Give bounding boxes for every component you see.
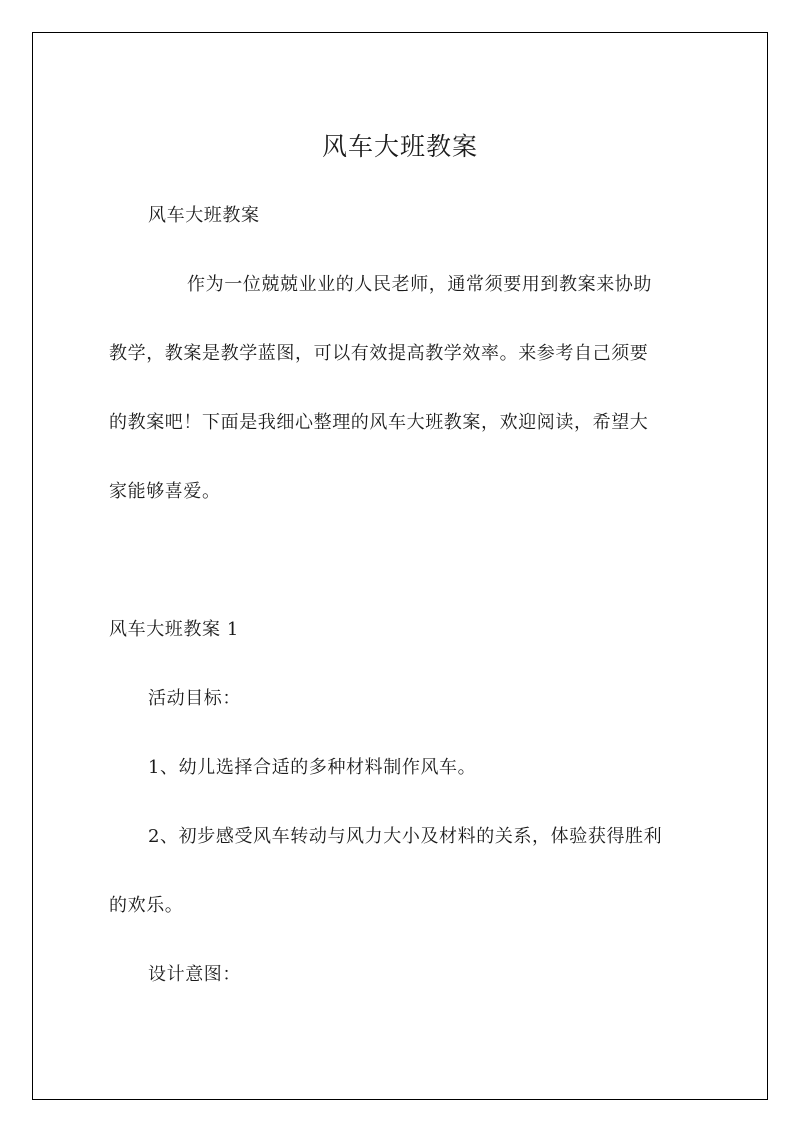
intro-line-2: 教学，教案是教学蓝图，可以有效提高教学效率。来参考自己须要: [109, 343, 649, 364]
intro-line-1: 作为一位兢兢业业的人民老师，通常须要用到教案来协助: [187, 274, 652, 295]
intro-line-3: 的教案吧！下面是我细心整理的风车大班教案，欢迎阅读，希望大: [109, 412, 649, 433]
goal-item-2-line-2: 的欢乐。: [109, 895, 184, 916]
intro-line-4: 家能够喜爱。: [109, 481, 221, 502]
section-heading: 风车大班教案 1: [109, 619, 239, 640]
design-heading: 设计意图：: [148, 964, 241, 985]
document-subtitle: 风车大班教案: [148, 205, 260, 226]
goals-heading: 活动目标：: [148, 688, 241, 709]
goal-item-1: 1、幼儿选择合适的多种材料制作风车。: [148, 757, 477, 778]
goal-item-2-line-1: 2、初步感受风车转动与风力大小及材料的关系，体验获得胜利: [148, 826, 663, 847]
page-border: [32, 32, 768, 1100]
document-title: 风车大班教案: [321, 132, 478, 161]
